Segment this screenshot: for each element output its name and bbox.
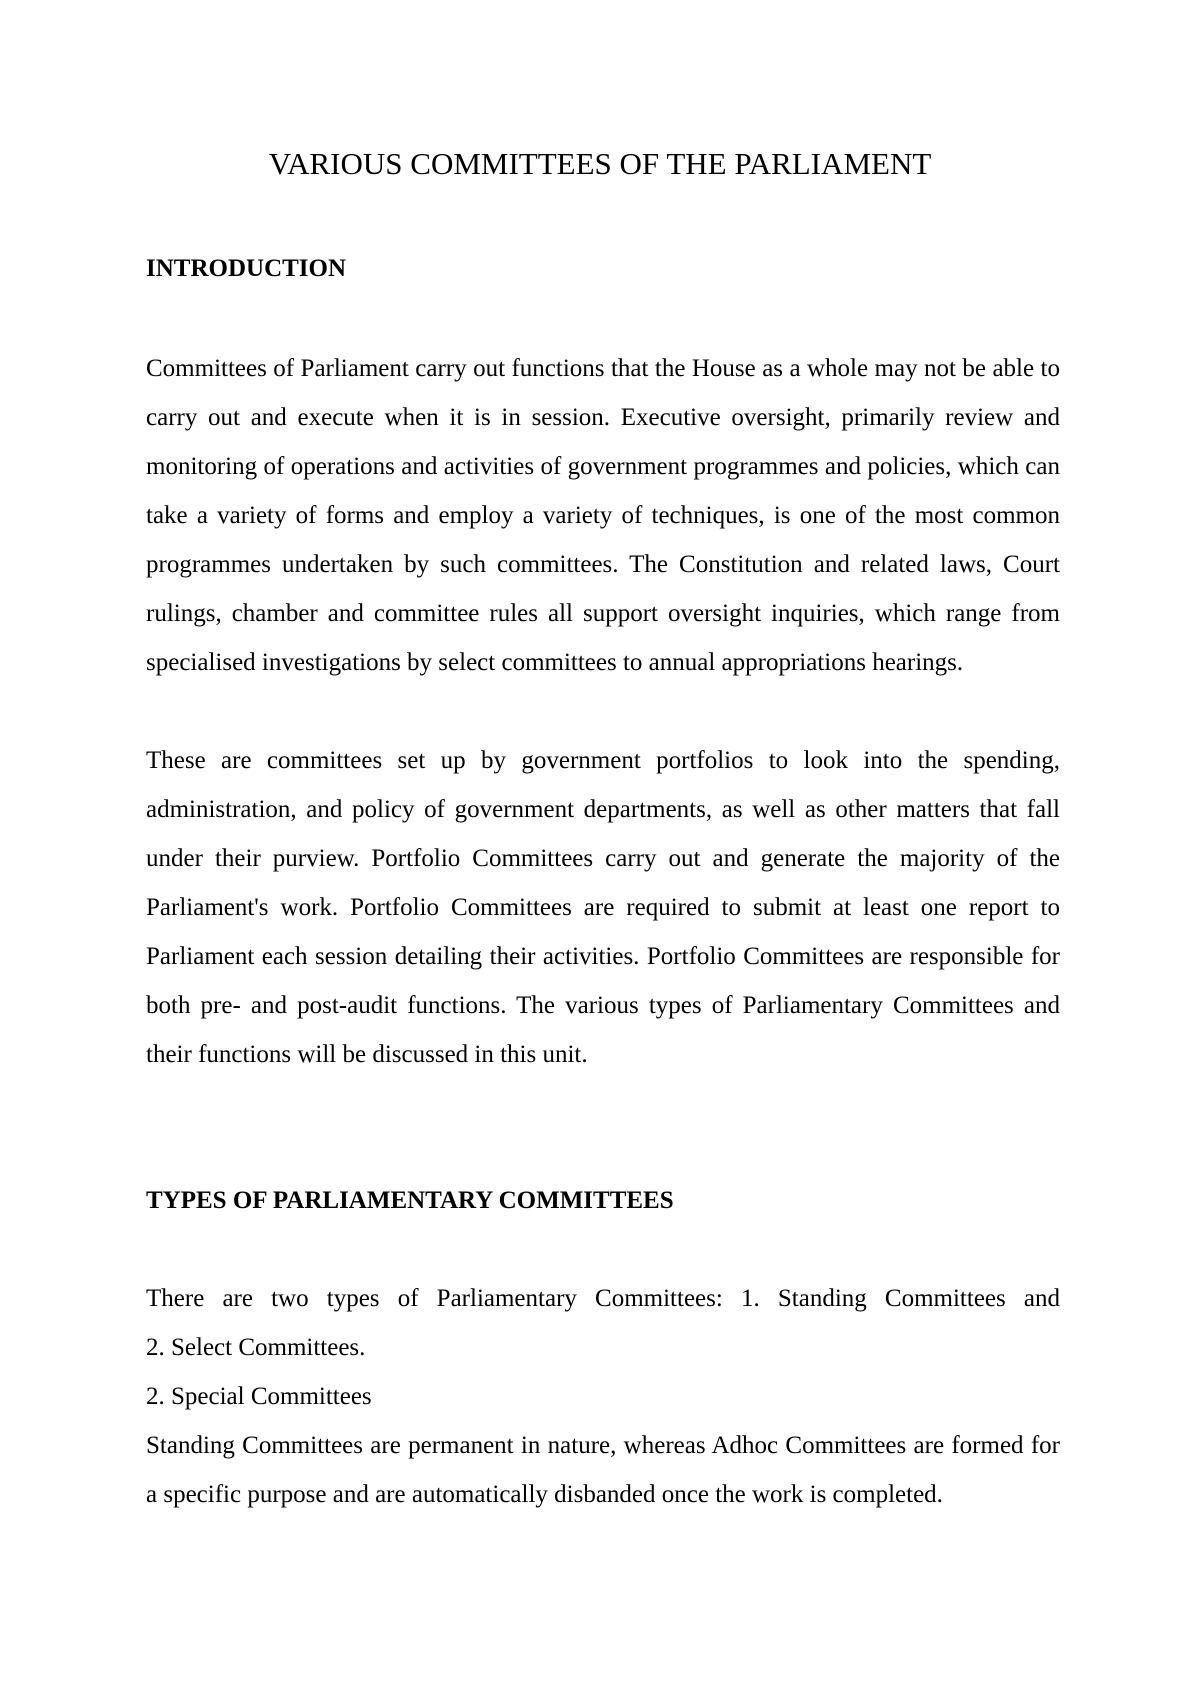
- types-line-2: 2. Select Committees.: [146, 1334, 366, 1361]
- introduction-heading: INTRODUCTION: [146, 255, 347, 282]
- introduction-paragraph-2: These are committees set up by government portfolios to look into the spending, administration, and policy of government departments, as well as other matters that fall under their purview. Portfolio Committees carry out and generate the majority of the Parliament's work. Portfolio Committees are required to submit at least one report to Parliament each session detailing their activities. Portfolio Committees are responsible for both pre- and post-audit functions. The various types of Parliamentary Committees and their functions will be discussed in this unit.: [146, 747, 1060, 1068]
- introduction-paragraph-1: Committees of Parliament carry out functions that the House as a whole may not be able to carry out and execute when it is in session. Executive oversight, primarily review and monitoring of operations and activities of government programmes and policies, which can take a variety of forms and employ a variety of techniques, is one of the most common programmes undertaken by such committees. The Constitution and related laws, Court rulings, chamber and committee rules all support oversight inquiries, which range from specialised investigations by select committees to annual appropriations hearings.: [146, 355, 1060, 676]
- types-heading: TYPES OF PARLIAMENTARY COMMITTEES: [146, 1187, 674, 1214]
- types-line-3: 2. Special Committees: [146, 1383, 372, 1410]
- types-line-1: There are two types of Parliamentary Committees: 1. Standing Committees and: [146, 1285, 1060, 1312]
- document-title: VARIOUS COMMITTEES OF THE PARLIAMENT: [268, 146, 932, 181]
- types-paragraph: Standing Committees are permanent in nature, whereas Adhoc Committees are formed for a specific purpose and are automatically disbanded once the work is completed.: [146, 1432, 1060, 1508]
